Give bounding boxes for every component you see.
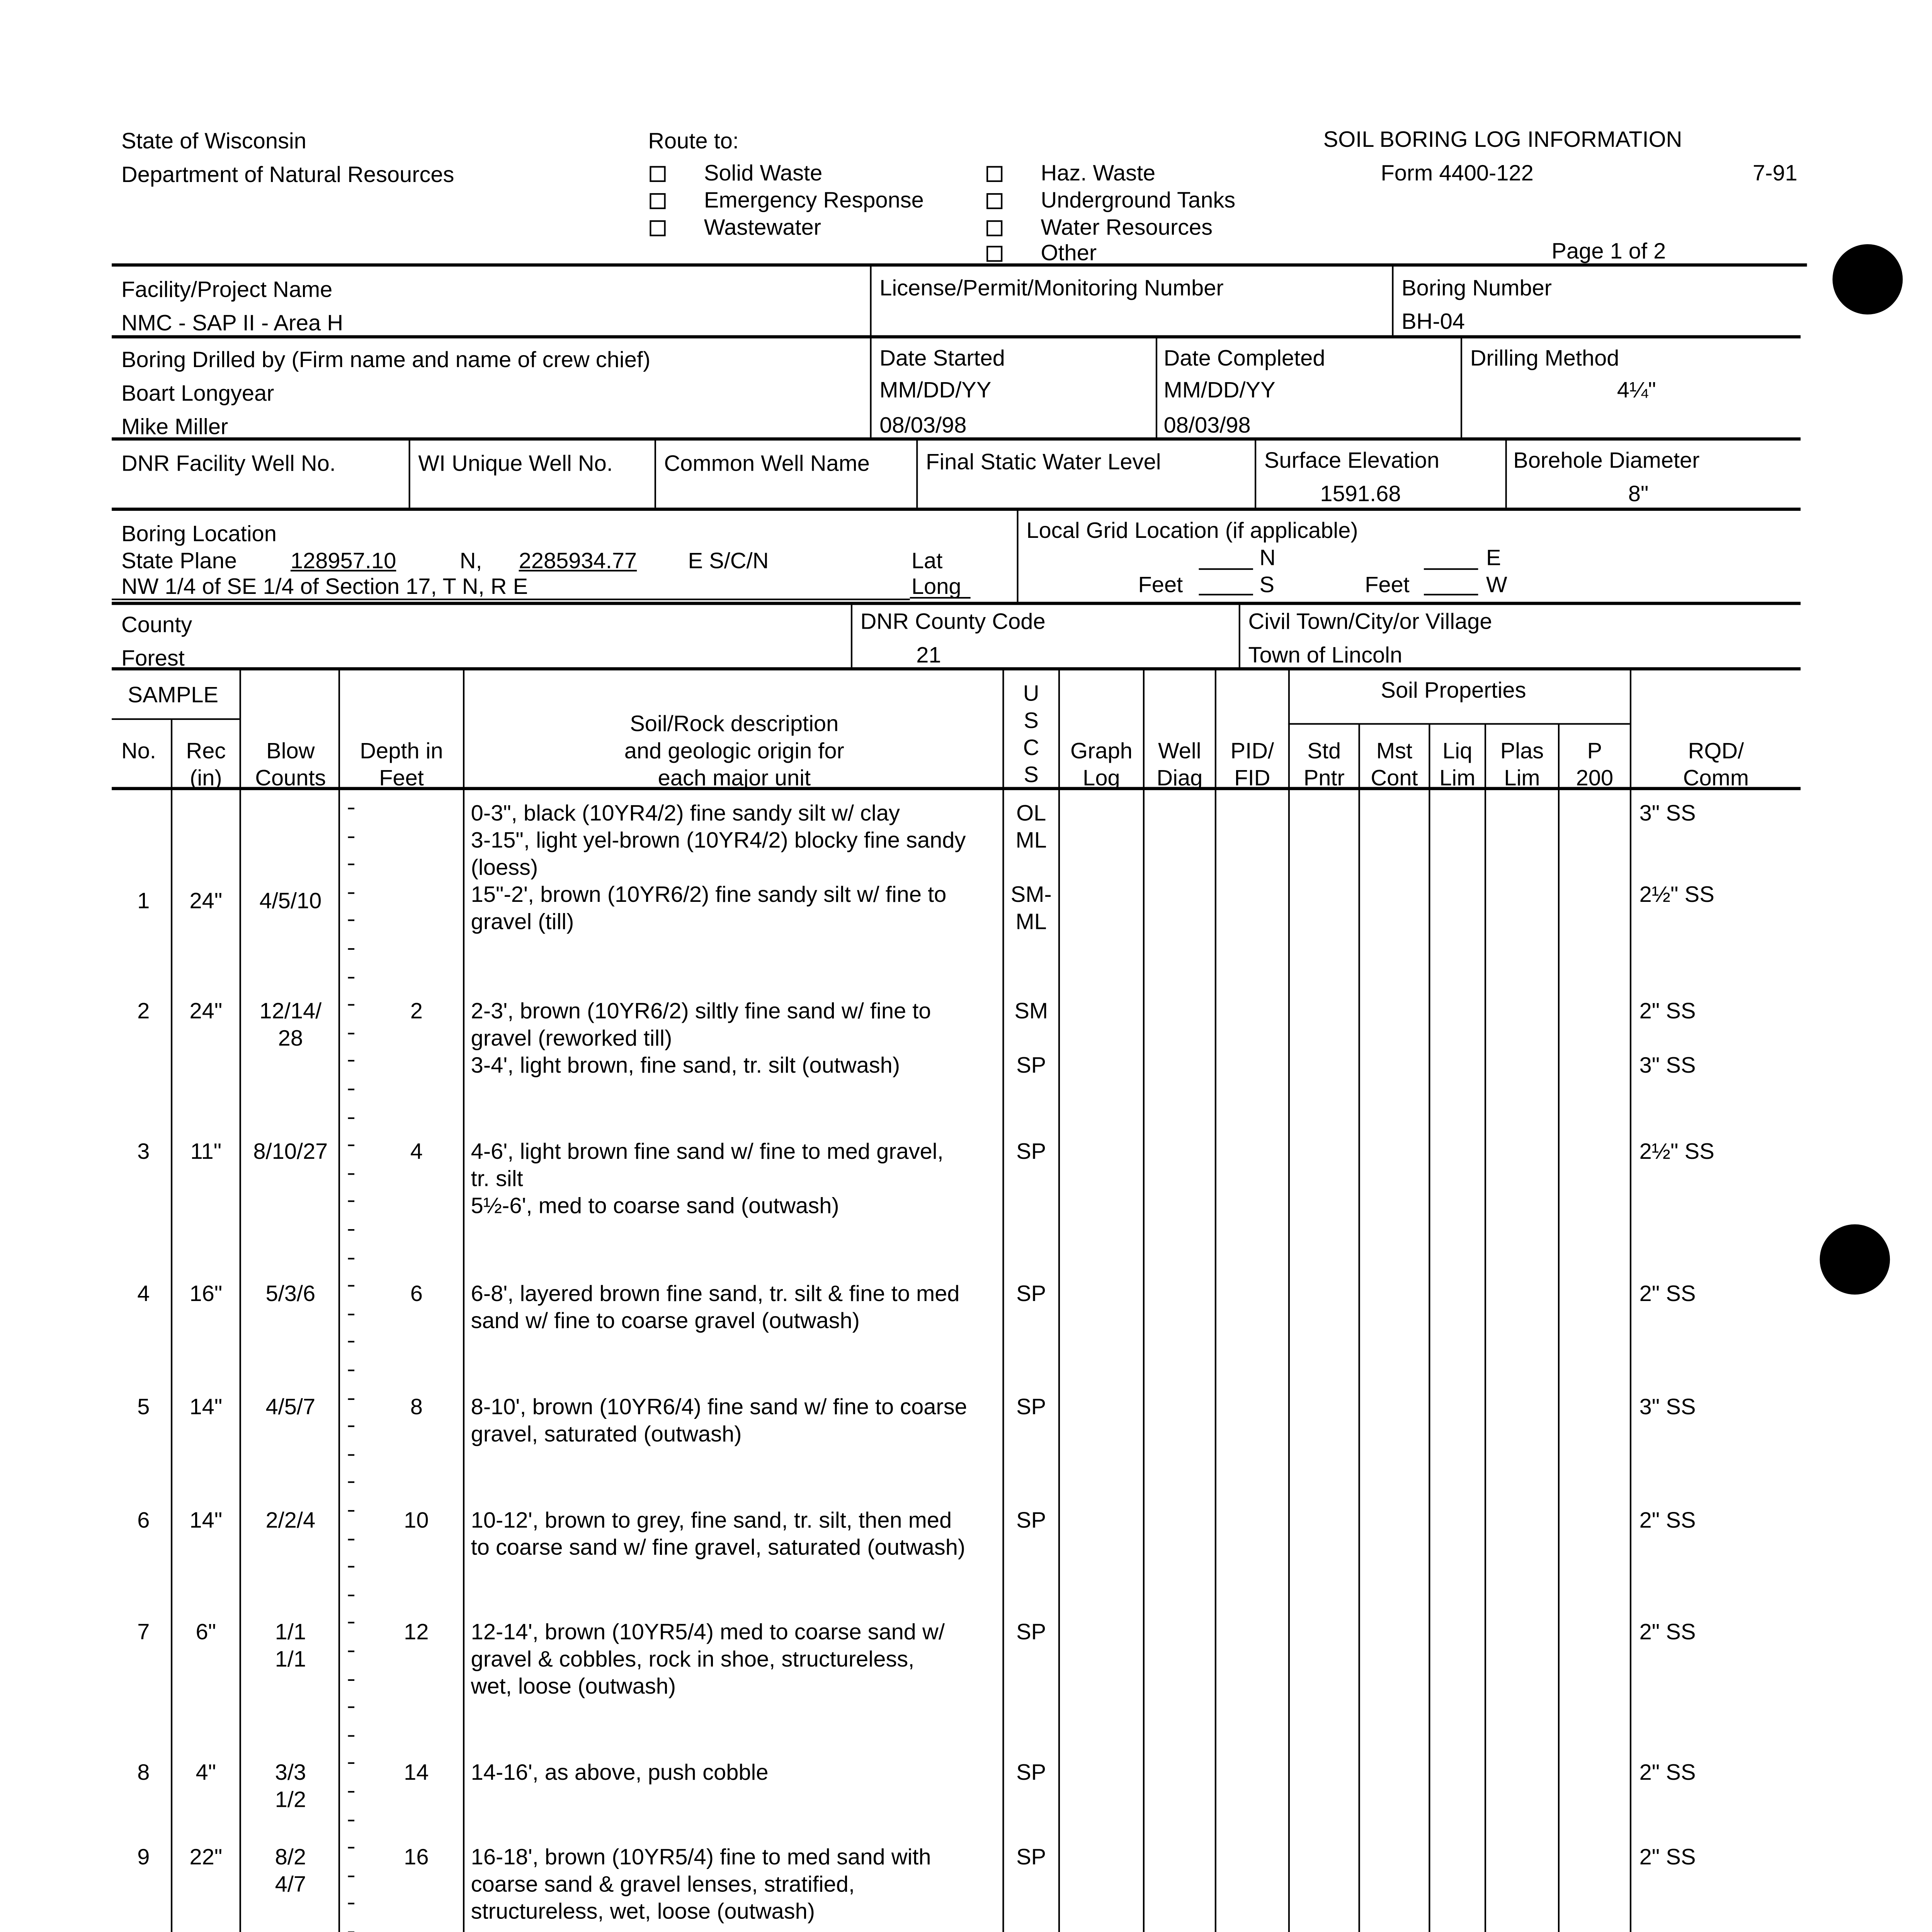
depth-label: 16 <box>404 1844 429 1869</box>
unit-description: 16-18', brown (10YR5/4) fine to med sand with coarse sand & gravel lenses, stratified, structureless, wet, loose (outwash) <box>471 1844 931 1923</box>
depth-tick <box>348 1651 355 1652</box>
rule <box>112 667 1801 670</box>
section-underline <box>112 599 910 600</box>
depth-tick <box>348 977 355 978</box>
col-rqd-comm: RQD/ Comm <box>1683 737 1749 790</box>
rule <box>112 437 1801 440</box>
col-line <box>1288 669 1290 1932</box>
county-code-value: 21 <box>916 641 941 667</box>
col-description: Soil/Rock description and geologic origin for each major unit <box>624 710 844 790</box>
form-number: Form 4400-122 <box>1381 160 1534 185</box>
divider <box>1239 604 1240 667</box>
borehole-diameter-value: 8" <box>1628 480 1649 506</box>
county-label: County <box>121 611 192 637</box>
divider <box>851 604 852 667</box>
col-uscs: U S C S <box>1023 680 1039 787</box>
unit-description: 4-6', light brown fine sand w/ fine to med gravel, tr. silt 5½-6', med to coarse sand (outwash) <box>471 1138 944 1218</box>
depth-tick <box>348 1481 355 1483</box>
grid-blank <box>1199 594 1253 595</box>
unit-description: 10-12', brown to grey, fine sand, tr. silt, then med to coarse sand w/ fine gravel, saturated (outwash) <box>471 1507 966 1560</box>
department-name: Department of Natural Resources <box>121 161 454 187</box>
unit-uscs: SP <box>1016 1507 1046 1532</box>
col-line <box>1058 669 1060 1932</box>
divider <box>1017 509 1019 602</box>
surface-elevation-value: 1591.68 <box>1320 480 1401 506</box>
depth-label: 10 <box>404 1507 429 1532</box>
sample-rec: 16" <box>189 1280 223 1306</box>
depth-tick <box>348 1706 355 1708</box>
date-format: MM/DD/YY <box>879 376 992 403</box>
form-revision: 7-91 <box>1752 160 1798 185</box>
sample-blow: 4/5/10 <box>259 887 322 913</box>
common-well-label: Common Well Name <box>664 450 870 476</box>
grid-feet: Feet <box>1365 571 1410 597</box>
depth-tick <box>348 1258 355 1259</box>
unit-rqd: 2" SS <box>1639 1759 1696 1785</box>
boring-location-label: Boring Location <box>121 520 277 546</box>
col-p200: P 200 <box>1576 737 1614 790</box>
sample-header-rule <box>112 718 239 720</box>
depth-label: 4 <box>410 1138 423 1164</box>
drill-firm: Boart Longyear <box>121 380 274 406</box>
sample-no: 7 <box>137 1618 150 1645</box>
unit-description: 6-8', layered brown fine sand, tr. silt & fine to med sand w/ fine to coarse gravel (outwash) <box>471 1280 960 1333</box>
divider <box>409 439 410 508</box>
unit-uscs: SP <box>1016 1759 1046 1785</box>
col-line <box>1485 725 1486 1932</box>
depth-tick <box>348 1425 355 1427</box>
sample-blow: 12/14/ 28 <box>259 997 322 1051</box>
county-value: Forest <box>121 645 185 671</box>
date-started-value: 08/03/98 <box>879 412 967 437</box>
depth-tick <box>348 837 355 838</box>
col-line <box>240 669 241 1932</box>
depth-tick <box>348 948 355 950</box>
soil-properties-header: Soil Properties <box>1381 677 1526 702</box>
facility-label: Facility/Project Name <box>121 276 333 302</box>
depth-tick <box>348 1173 355 1175</box>
north-label: N, <box>459 547 482 573</box>
unit-uscs: SP <box>1016 1138 1046 1164</box>
divider <box>1255 439 1256 508</box>
divider <box>1392 265 1393 335</box>
town-label: Civil Town/City/or Village <box>1248 608 1492 634</box>
county-code-label: DNR County Code <box>860 608 1046 634</box>
date-completed-value: 08/03/98 <box>1163 412 1251 437</box>
state-name: State of Wisconsin <box>121 128 306 153</box>
sample-no: 5 <box>137 1393 150 1419</box>
boring-number-label: Boring Number <box>1401 274 1552 300</box>
lat-label: Lat <box>911 547 943 573</box>
route-option: Water Resources <box>1041 214 1213 240</box>
depth-tick <box>348 1285 355 1287</box>
rule <box>112 335 1801 338</box>
col-liq-lim: Liq Lim <box>1439 737 1476 790</box>
unit-rqd: 3" SS 2½" SS <box>1639 799 1714 907</box>
unit-rqd: 2" SS 3" SS <box>1639 997 1696 1078</box>
depth-tick <box>348 808 355 809</box>
sample-blow: 1/1 1/1 <box>275 1618 306 1672</box>
depth-label: 2 <box>410 997 423 1024</box>
grid-feet: Feet <box>1138 571 1183 597</box>
drilled-by-label: Boring Drilled by (Firm name and name of crew chief) <box>121 346 651 372</box>
sample-no: 3 <box>137 1138 150 1164</box>
col-line <box>1429 725 1430 1932</box>
depth-tick <box>348 1791 355 1793</box>
unit-rqd: 2" SS <box>1639 1507 1696 1532</box>
col-well-diag: Well Diag <box>1156 737 1203 790</box>
unit-description: 8-10', brown (10YR6/4) fine sand w/ fine to coarse gravel, saturated (outwash) <box>471 1393 967 1446</box>
easting-value: 2285934.77 <box>519 547 637 573</box>
state-plane-label: State Plane <box>121 547 237 573</box>
sample-blow: 3/3 1/2 <box>275 1759 306 1812</box>
other-checkbox[interactable] <box>986 246 1002 262</box>
depth-tick <box>348 1033 355 1034</box>
divider <box>1156 337 1157 437</box>
depth-tick <box>348 1876 355 1877</box>
unit-description: 2-3', brown (10YR6/2) siltly fine sand w/ fine to gravel (reworked till) 3-4', light brown, fine sand, tr. silt (outwash) <box>471 997 931 1078</box>
section-description: NW 1/4 of SE 1/4 of Section 17, T N, R E <box>121 573 528 599</box>
col-line <box>1558 725 1560 1932</box>
town-value: Town of Lincoln <box>1248 641 1403 667</box>
grid-blank <box>1199 568 1253 570</box>
rule <box>112 264 1807 267</box>
depth-tick <box>348 1566 355 1568</box>
depth-tick <box>348 1369 355 1371</box>
sample-no: 1 <box>137 887 150 913</box>
unit-description: 14-16', as above, push cobble <box>471 1759 769 1785</box>
drilling-method-label: Drilling Method <box>1470 345 1619 371</box>
grid-blank <box>1424 594 1478 595</box>
northing-value: 128957.10 <box>290 547 396 573</box>
escn-label: E S/C/N <box>688 547 769 573</box>
date-started-label: Date Started <box>879 345 1005 371</box>
route-option: Other <box>1041 239 1097 265</box>
depth-tick <box>348 1454 355 1456</box>
depth-tick <box>348 892 355 894</box>
depth-tick <box>348 1088 355 1090</box>
col-line <box>1359 725 1360 1932</box>
route-to-label: Route to: <box>648 128 739 153</box>
depth-tick <box>348 864 355 865</box>
depth-tick <box>348 1820 355 1821</box>
page-number: Page 1 of 2 <box>1551 238 1666 264</box>
col-mst-cont: Mst Cont <box>1371 737 1418 790</box>
unit-uscs: SP <box>1016 1844 1046 1869</box>
route-option: Wastewater <box>704 214 821 240</box>
unit-rqd: 2" SS <box>1639 1280 1696 1306</box>
sample-rec: 24" <box>189 887 223 913</box>
facility-value: NMC - SAP II - Area H <box>121 310 344 335</box>
depth-tick <box>348 1229 355 1231</box>
depth-tick <box>348 1679 355 1681</box>
depth-label: 14 <box>404 1759 429 1785</box>
binder-hole <box>1833 244 1903 315</box>
sample-rec: 6" <box>196 1618 216 1645</box>
col-graph-log: Graph Log <box>1070 737 1133 790</box>
sample-rec: 22" <box>189 1844 223 1869</box>
surface-elevation-label: Surface Elevation <box>1264 447 1440 473</box>
haz-waste-checkbox[interactable] <box>986 166 1002 182</box>
route-option: Emergency Response <box>704 187 924 213</box>
col-rec: Rec (in) <box>186 737 226 790</box>
date-format: MM/DD/YY <box>1163 376 1276 403</box>
depth-tick <box>348 1762 355 1764</box>
col-depth: Depth in Feet <box>360 737 443 790</box>
underground-tanks-checkbox[interactable] <box>986 193 1002 209</box>
depth-tick <box>348 1314 355 1315</box>
depth-tick <box>348 1510 355 1512</box>
depth-tick <box>348 1341 355 1342</box>
water-level-label: Final Static Water Level <box>926 448 1161 474</box>
rule <box>112 508 1801 511</box>
grid-west: W <box>1486 571 1507 597</box>
col-line <box>338 669 340 1932</box>
unit-rqd: 2" SS <box>1639 1618 1696 1645</box>
col-line <box>1002 669 1004 1932</box>
route-option: Solid Waste <box>704 160 823 185</box>
col-line <box>1630 669 1631 1932</box>
boring-number-value: BH-04 <box>1401 308 1465 334</box>
sample-rec: 4" <box>196 1759 216 1785</box>
sample-blow: 8/10/27 <box>253 1138 328 1164</box>
borehole-diameter-label: Borehole Diameter <box>1513 447 1700 473</box>
sample-no: 4 <box>137 1280 150 1306</box>
col-pid-fid: PID/ FID <box>1230 737 1274 790</box>
unit-description: 12-14', brown (10YR5/4) med to coarse sand w/ gravel & cobbles, rock in shoe, structureless, wet, loose (outwash) <box>471 1618 945 1699</box>
depth-tick <box>348 1539 355 1540</box>
depth-tick <box>348 1735 355 1737</box>
unit-uscs: SP <box>1016 1280 1046 1306</box>
sample-no: 2 <box>137 997 150 1024</box>
divider <box>1505 439 1507 508</box>
route-option: Haz. Waste <box>1041 160 1156 185</box>
sample-blow: 2/2/4 <box>265 1507 316 1532</box>
col-blow: Blow Counts <box>255 737 326 790</box>
col-line <box>1143 669 1145 1932</box>
sample-header: SAMPLE <box>128 681 219 707</box>
grid-blank <box>1424 568 1478 570</box>
sample-rec: 24" <box>189 997 223 1024</box>
grid-south: S <box>1259 571 1275 597</box>
route-option: Underground Tanks <box>1041 187 1236 213</box>
crew-chief: Mike Miller <box>121 413 228 439</box>
depth-tick <box>348 1060 355 1061</box>
depth-tick <box>348 1903 355 1904</box>
sample-no: 8 <box>137 1759 150 1785</box>
unit-rqd: 3" SS <box>1639 1393 1696 1419</box>
water-resources-checkbox[interactable] <box>986 220 1002 236</box>
license-label: License/Permit/Monitoring Number <box>879 274 1224 300</box>
dnr-well-label: DNR Facility Well No. <box>121 450 336 476</box>
soil-props-rule <box>1288 723 1630 724</box>
depth-tick <box>348 1595 355 1596</box>
depth-tick <box>348 1398 355 1400</box>
sample-rec: 11" <box>190 1138 222 1164</box>
col-line <box>171 720 172 1932</box>
emergency-response-checkbox[interactable] <box>650 193 665 209</box>
form-title: SOIL BORING LOG INFORMATION <box>1323 126 1682 152</box>
depth-tick <box>348 1622 355 1623</box>
local-grid-label: Local Grid Location (if applicable) <box>1026 517 1358 543</box>
unit-uscs: SP <box>1016 1618 1046 1645</box>
solid-waste-checkbox[interactable] <box>650 166 665 182</box>
col-plas-lim: Plas Lim <box>1500 737 1544 790</box>
depth-tick <box>348 1004 355 1005</box>
rule <box>112 602 1801 605</box>
grid-north: N <box>1259 544 1276 570</box>
col-line <box>1215 669 1216 1932</box>
date-completed-label: Date Completed <box>1163 345 1325 371</box>
depth-label: 8 <box>410 1393 423 1419</box>
depth-tick <box>348 1145 355 1146</box>
unit-uscs: SM SP <box>1014 997 1048 1078</box>
divider <box>1461 337 1462 437</box>
divider <box>870 265 871 437</box>
unit-rqd: 2½" SS <box>1639 1138 1714 1164</box>
sample-rec: 14" <box>189 1507 223 1532</box>
unit-uscs: SP <box>1016 1393 1046 1419</box>
sample-rec: 14" <box>189 1393 223 1419</box>
wastewater-checkbox[interactable] <box>650 220 665 236</box>
unit-description: 0-3", black (10YR4/2) fine sandy silt w/ clay 3-15", light yel-brown (10YR4/2) blocky fine sandy (loess) 15"-2', brown (10YR6/2) fine sandy silt w/ fine to gravel (till) <box>471 799 966 934</box>
unit-uscs: OL ML SM- ML <box>1010 799 1052 934</box>
sample-no: 6 <box>137 1507 150 1532</box>
divider <box>916 439 918 508</box>
grid-east: E <box>1486 544 1501 570</box>
col-no: No. <box>121 737 156 763</box>
drilling-method-value: 4¼" <box>1617 376 1656 403</box>
long-underline <box>910 597 971 599</box>
binder-hole <box>1820 1225 1890 1295</box>
depth-tick <box>348 1117 355 1119</box>
depth-label: 12 <box>404 1618 429 1645</box>
depth-tick <box>348 1847 355 1849</box>
sample-blow: 8/2 4/7 <box>275 1844 306 1896</box>
col-line <box>463 669 464 1932</box>
col-std-pntr: Std Pntr <box>1303 737 1345 790</box>
unit-rqd: 2" SS <box>1639 1844 1696 1869</box>
wi-well-label: WI Unique Well No. <box>418 450 613 476</box>
depth-label: 6 <box>410 1280 423 1306</box>
divider <box>655 439 656 508</box>
sample-blow: 4/5/7 <box>265 1393 316 1419</box>
depth-tick <box>348 1201 355 1202</box>
long-label: Long <box>911 573 961 599</box>
sample-no: 9 <box>137 1844 150 1869</box>
sample-blow: 5/3/6 <box>265 1280 316 1306</box>
depth-tick <box>348 920 355 921</box>
